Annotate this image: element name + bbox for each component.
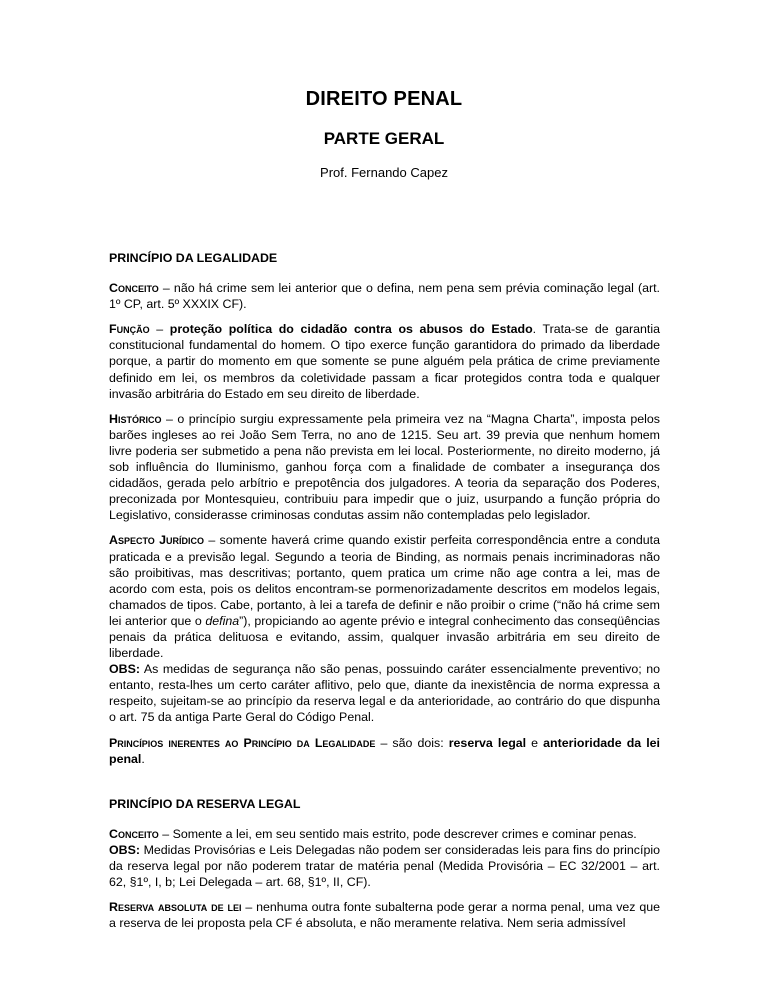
paragraph-text: . Trata-se de garantia constitucional fundamental do homem. O tipo exerce função garantidora do primado da liberdade porque, a partir do momento em que somente se pune alguém pela prática de crime previamente definido em lei, os membros da coletividade passam a ficar protegidos contra toda e qualquer invasão arbitrária do Estado em seu direito de liberdade. xyxy=(109,322,661,401)
document-body xyxy=(109,250,660,940)
paragraph-text: As medidas de segurança não são penas, possuindo caráter essencialmente preventivo; no entanto, resta-lhes um certo caráter aflitivo, pelo que, diante da inexistência de norma expressa a respeito, sujeitam-se ao princípio da reserva legal e da anterioridade, ao contrário do que dispunha o art. 75 da antiga Parte Geral do Código Penal. xyxy=(109,662,660,725)
paragraph-inerentes xyxy=(109,735,660,767)
paragraph-text: . xyxy=(141,751,145,766)
paragraph-aspecto-juridico xyxy=(109,532,660,661)
dash-text: – xyxy=(149,322,170,337)
paragraph-text: – somente haverá crime quando existir perfeita correspondência entre a conduta praticada e a previsão legal. Segundo a teoria de Binding, as normais penais incriminadoras não são proibitivas, mas descritivas; portanto, quem pratica um crime não age contra a lei, mas de acordo com esta, pois os delitos encontram-se pormenorizadamente descritos em modelos legais, chamados de tipos. Cabe, portanto, à lei a tarefa de definir e não proibir o crime (“não há crime sem lei anterior que o xyxy=(109,533,661,628)
paragraph-obs xyxy=(109,661,660,725)
paragraph-reserva-obs xyxy=(109,842,660,890)
paragraph-text: ”), propiciando ao agente prévio e integral conhecimento das conseqüências penais da prática delituosa e evitando, assim, qualquer invasão arbitrária em seu direito de liberdade. xyxy=(109,613,660,661)
term-label: Conceito xyxy=(109,281,159,296)
paragraph-text: Medidas Provisórias e Leis Delegadas não podem ser consideradas leis para fins do princípio da reserva legal por não poderem tratar de matéria penal (Medida Provisória – EC 32/2001 – art. 62, §1º, I, b; Lei Delegada – art. 68, §1º, II, CF). xyxy=(109,842,660,890)
paragraph-text: e xyxy=(526,735,544,750)
emphasis-text: anterioridade da lei penal xyxy=(109,735,660,766)
paragraph-funcao xyxy=(109,321,660,401)
section-title-legalidade: PRINCÍPIO DA LEGALIDADE xyxy=(109,251,278,265)
paragraph-text: – o princípio surgiu expressamente pela primeira vez na “Magna Charta”, imposta pelos barões ingleses ao rei João Sem Terra, no ano de 1215. Seu art. 39 previa que nenhum homem livre poderia ser submetido a pena não prevista em lei local. Posteriormente, no direito moderno, já sob influência do Iluminismo, ganhou força com a finalidade de combater a insegurança dos cidadãos, gerada pelo arbítrio e prepotência dos julgadores. A teoria da separação dos Poderes, preconizada por Montesquieu, contribuiu para impedir que o juiz, usurpando a função própria do Legislativo, considerasse criminosas condutas assim não contempladas pelo legislador. xyxy=(109,411,660,523)
paragraph-reserva-absoluta xyxy=(109,899,660,931)
paragraph-text: – nenhuma outra fonte subalterna pode gerar a norma penal, uma vez que a reserva de lei proposta pela CF é absoluta, e não meramente relativa. Nem seria admissível xyxy=(109,900,661,931)
paragraph-historico xyxy=(109,411,660,524)
term-label: Reserva absoluta de lei xyxy=(109,900,242,915)
term-label: Função xyxy=(109,322,150,337)
section-title-reserva-legal: PRINCÍPIO DA RESERVA LEGAL xyxy=(109,796,301,811)
italic-text: defina xyxy=(205,613,240,628)
term-label: Histórico xyxy=(109,411,162,426)
term-label: Conceito xyxy=(109,826,159,841)
obs-label: OBS: xyxy=(109,842,140,857)
term-label: Aspecto Jurídico xyxy=(109,533,205,548)
paragraph-reserva-conceito xyxy=(109,826,660,842)
document-subtitle: PARTE GERAL xyxy=(323,129,445,148)
paragraph-text: – são dois: xyxy=(375,735,449,750)
document-header xyxy=(0,0,768,180)
paragraph-conceito xyxy=(109,280,660,312)
obs-label: OBS: xyxy=(109,662,140,677)
document-author: Prof. Fernando Capez xyxy=(320,165,448,180)
paragraph-text: – Somente a lei, em seu sentido mais estrito, pode descrever crimes e cominar penas. xyxy=(158,826,637,841)
term-label: Princípios inerentes ao Princípio da Legalidade xyxy=(109,735,376,750)
paragraph-text: – não há crime sem lei anterior que o defina, nem pena sem prévia cominação legal (art. 1º CP, art. 5º XXXIX CF). xyxy=(109,281,660,312)
emphasis-text: reserva legal xyxy=(448,735,527,750)
emphasis-text: proteção política do cidadão contra os abusos do Estado xyxy=(169,322,533,337)
section-gap xyxy=(109,776,660,796)
document-title: DIREITO PENAL xyxy=(305,88,463,110)
